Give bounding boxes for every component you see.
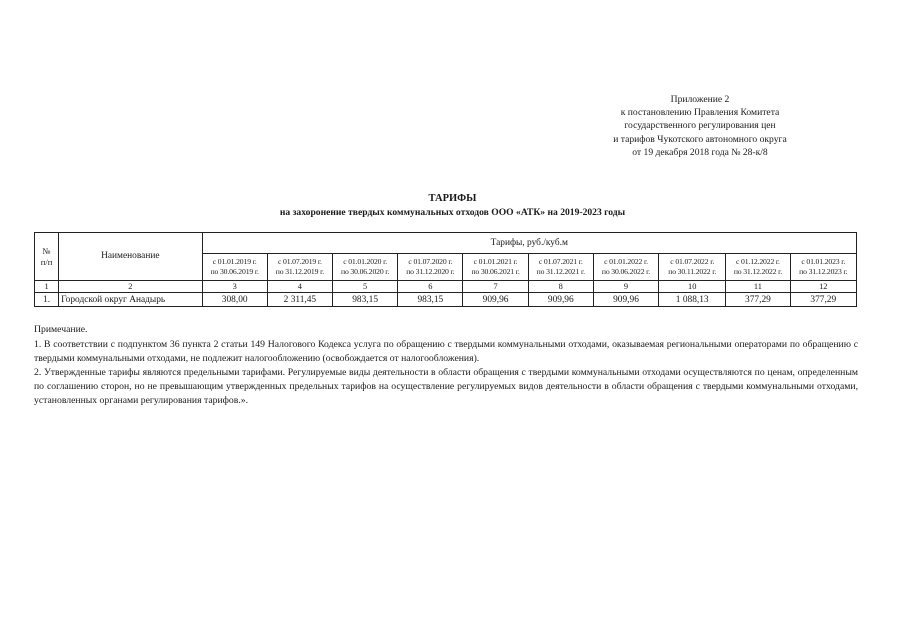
period-header: с 01.07.2019 г. по 31.12.2019 г. [267,254,332,281]
appendix-line: Приложение 2 [670,94,730,105]
note-item: 1. В соответствии с подпунктом 36 пункта 2 статьи 149 Налогового Кодекса услуга по обращению с твердыми коммунальными отходами, оказываемая региональными операторами по обращению с твердыми коммунальными отходами, не подлежит налогообложению (освобождается от налогообложения). [34,339,858,365]
tariff-value: 909,96 [593,293,658,307]
tariff-value: 377,29 [790,293,856,307]
notes-heading: Примечание. [34,324,88,335]
period-header: с 01.01.2021 г. по 30.06.2021 г. [463,254,528,281]
tariff-value: 909,96 [528,293,593,307]
column-number: 10 [659,281,726,293]
period-header: с 01.07.2021 г. по 31.12.2021 г. [528,254,593,281]
column-number: 3 [202,281,267,293]
tariff-value: 377,29 [726,293,790,307]
appendix-line: к постановлению Правления Комитета [620,107,780,119]
appendix-line: и тарифов Чукотского автономного округа [613,133,787,145]
title-sub: на захоронение твердых коммунальных отходов ООО «АТК» на 2019-2023 годы [279,207,626,218]
column-number: 7 [463,281,528,293]
column-number-row [35,281,857,293]
tariff-value: 2 311,45 [267,293,332,307]
period-header: с 01.07.2020 г. по 31.12.2020 г. [398,254,463,281]
title-main: ТАРИФЫ [428,193,477,204]
row-number: 1. [35,293,59,307]
period-header: с 01.01.2020 г. по 30.06.2020 г. [333,254,398,281]
tariff-value: 983,15 [333,293,398,307]
column-number: 11 [726,281,790,293]
column-number: 9 [593,281,658,293]
column-number: 1 [35,281,59,293]
period-header: с 01.01.2023 г. по 31.12.2023 г. [790,254,856,281]
name-header: Наименование [59,233,202,281]
tariff-table [34,232,857,307]
tariff-header: Тарифы, руб./куб.м [202,233,856,254]
row-name: Городской округ Анадырь [59,293,202,307]
column-number: 4 [267,281,332,293]
period-header: с 01.07.2022 г. по 30.11.2022 г. [659,254,726,281]
column-number: 12 [790,281,856,293]
appendix-header [540,93,860,159]
tariff-value: 308,00 [202,293,267,307]
notes [34,323,858,409]
num-header: № п/п [35,233,59,281]
table-header-row [35,233,857,254]
appendix-line: государственного регулирования цен [624,120,776,132]
tariff-value: 909,96 [463,293,528,307]
period-header: с 01.01.2022 г. по 30.06.2022 г. [593,254,658,281]
appendix-line: от 19 декабря 2018 года № 28-к/8 [632,146,768,158]
period-header: с 01.12.2022 г. по 31.12.2022 г. [726,254,790,281]
note-item: 2. Утвержденные тарифы являются предельными тарифами. Регулируемые виды деятельности в области обращения с твердыми коммунальными отходами осуществляются по ценам, определенным по соглашению сторон, но не превышающим утвержденных предельных тарифов на осуществление регулируемых видов деятельности в области обращения с твердыми коммунальными отходами, установленных органами регулирования тарифов.». [34,367,858,407]
period-header: с 01.01.2019 г. по 30.06.2019 г. [202,254,267,281]
table-row [35,293,857,307]
tariff-value: 1 088,13 [659,293,726,307]
column-number: 5 [333,281,398,293]
column-number: 6 [398,281,463,293]
tariff-value: 983,15 [398,293,463,307]
document-title [0,192,905,219]
column-number: 8 [528,281,593,293]
column-number: 2 [59,281,202,293]
